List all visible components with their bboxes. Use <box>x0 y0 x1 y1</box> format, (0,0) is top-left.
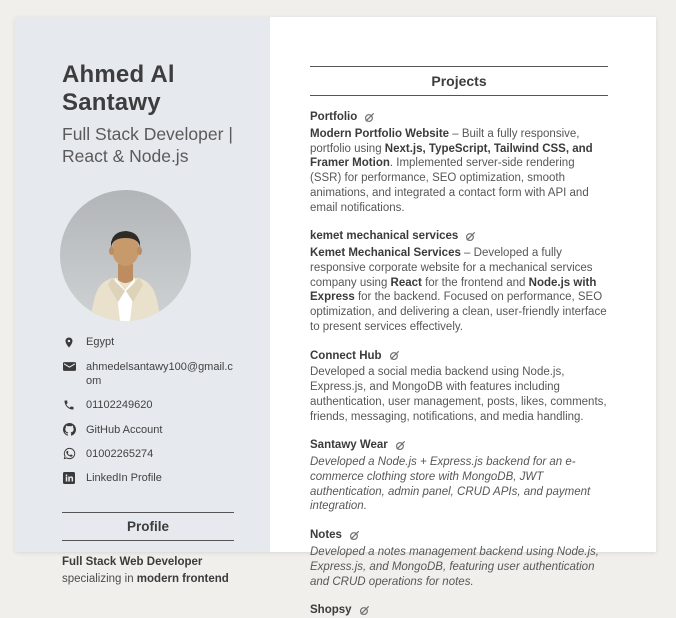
project-title: Santawy Wear <box>310 439 388 452</box>
contact-text[interactable]: LinkedIn Profile <box>86 472 162 485</box>
link-icon[interactable] <box>465 231 476 242</box>
link-icon[interactable] <box>364 112 375 123</box>
contact-text: 01002265274 <box>86 447 154 460</box>
phone-icon <box>62 398 76 412</box>
project-portfolio <box>310 110 608 215</box>
project-description: Developed a Node.js + Express.js backend for an e-commerce clothing store with MongoDB, JWT authentication, admin panel, CRUD APIs, and payment integration. <box>310 456 591 513</box>
project-title: Portfolio <box>310 111 358 123</box>
project-title: Shopsy <box>310 604 352 617</box>
linkedin-icon <box>62 471 76 485</box>
link-icon[interactable] <box>389 350 400 361</box>
projects-section-heading: Projects <box>310 66 608 96</box>
contact-text: 01102249620 <box>86 399 153 412</box>
resume-document <box>15 17 656 617</box>
project-kemet <box>310 229 608 334</box>
project-title: Notes <box>310 529 342 542</box>
project-description: Developed a notes management backend using Node.js, Express.js, and MongoDB, featuring user authentication and CRUD operations for notes. <box>310 546 599 588</box>
link-icon[interactable] <box>395 440 406 451</box>
project-notes <box>310 528 608 589</box>
project-title: Connect Hub <box>310 349 382 362</box>
project-title: kemet mechanical services <box>310 230 459 243</box>
avatar <box>60 190 191 321</box>
contact-text: Egypt <box>86 336 115 349</box>
github-icon <box>62 423 76 437</box>
contact-phone <box>62 398 234 412</box>
contact-email[interactable] <box>62 360 234 389</box>
project-description: Kemet Mechanical Services – Developed a fully responsive corporate website for a mechanical services company using React for the frontend and Node.js with Express for the backend. Focused on performance, SEO optimization, and delivering a clean, user-friendly interface to present services effectively. <box>310 247 607 333</box>
contact-linkedin[interactable] <box>62 471 234 485</box>
profile-summary: Full Stack Web Developer specializing in modern frontend <box>62 556 229 585</box>
contact-location <box>62 335 234 349</box>
project-connect-hub <box>310 349 608 425</box>
person-title: Full Stack Developer | React & Node.js <box>62 123 233 166</box>
contact-list <box>62 335 234 485</box>
sidebar <box>15 17 270 585</box>
contact-whatsapp <box>62 447 234 461</box>
project-description: Modern Portfolio Website – Built a fully responsive, portfolio using Next.js, TypeScript, Tailwind CSS, and Framer Motion. Implemented server-side rendering (SSR) for performance, SEO optimization, smooth animations, and integrated a contact form with API and email notifications. <box>310 127 593 214</box>
location-icon <box>62 335 76 349</box>
profile-section-heading: Profile <box>62 512 234 541</box>
main-content <box>270 17 656 617</box>
project-santawy-wear <box>310 438 608 514</box>
project-description: Developed a social media backend using Node.js, Express.js, and MongoDB with features including authentication, user management, posts, likes, comments, friends, messaging, notifications, and media handling. <box>310 366 607 423</box>
link-icon[interactable] <box>359 605 370 616</box>
contact-text[interactable]: ahmedelsantawy100@gmail.com <box>86 360 233 387</box>
link-icon[interactable] <box>349 530 360 541</box>
contact-text[interactable]: GitHub Account <box>86 423 163 436</box>
email-icon <box>62 360 76 374</box>
whatsapp-icon <box>62 447 76 461</box>
person-name: Ahmed Al Santawy <box>62 61 175 117</box>
contact-github[interactable] <box>62 423 234 437</box>
project-shopsy <box>310 603 608 618</box>
